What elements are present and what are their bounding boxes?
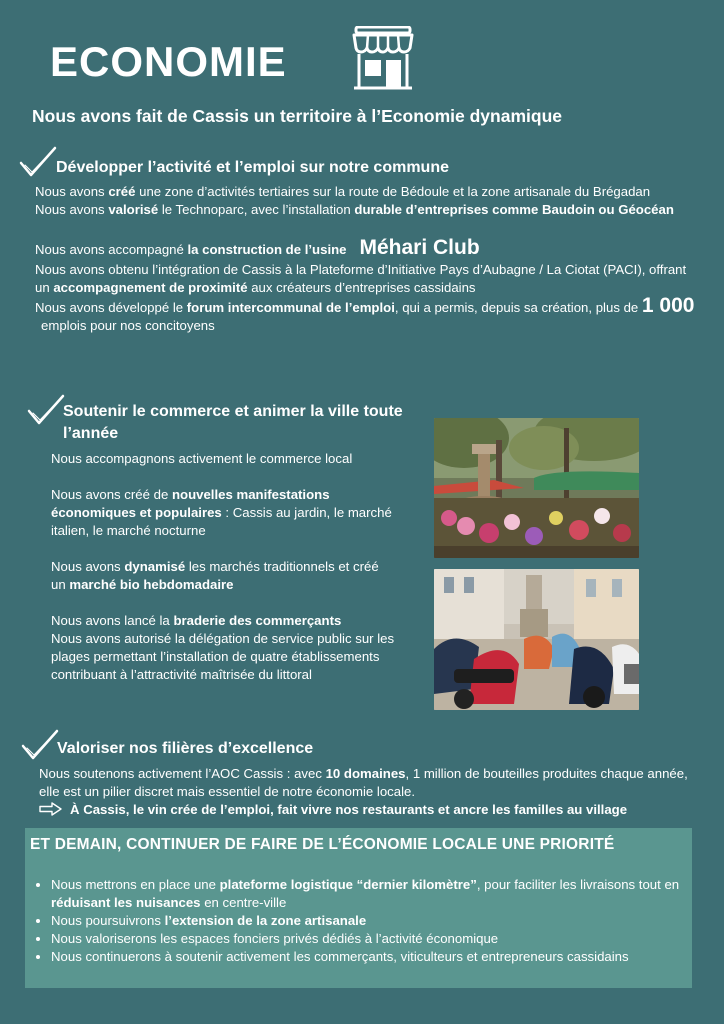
paragraph: Nous avons développé le forum intercommunal de l’emploi, qui a permis, depuis sa création, plus de 1 000 emplois pour nos concitoyens: [35, 294, 695, 333]
paragraph: Nous soutenons activement l’AOC Cassis : avec 10 domaines, 1 million de bouteilles produites chaque année, elle est un pilier discret mais essentiel de notre économie locale.: [39, 766, 688, 799]
paragraph: Nous avons obtenu l’intégration de Cassis à la Plateforme d’Initiative Pays d’Aubagne / La Ciotat (PACI), offrant un accompagnement de proximité aux créateurs d’entreprises cassidains: [35, 262, 687, 295]
paragraph: Nous avons créé une zone d’activités tertiaires sur la route de Bédoule et la zone artisanale du Brégadan: [35, 184, 651, 199]
section-commerce-body: [51, 450, 396, 684]
section-title-activite: Développer l’activité et l’emploi sur notre commune: [56, 159, 449, 176]
section-title-commerce: Soutenir le commerce et animer la ville toute l’année: [63, 403, 403, 442]
list-item: • Nous continuerons à soutenir activement les commerçants, viticulteurs et entrepreneurs cassidains: [51, 948, 701, 966]
checkmark-icon: [26, 394, 66, 426]
paragraph: Nous avons accompagné la construction de l’usine Méhari Club: [35, 236, 480, 259]
section-filieres-body: [39, 765, 699, 801]
checkmark-icon: [18, 146, 58, 178]
scooters-photo: [434, 569, 639, 710]
wine-highlight: À Cassis, le vin crée de l’emploi, fait vivre nos restaurants et ancre les familles au village: [70, 802, 628, 817]
jobs-count: 1 000: [641, 294, 695, 317]
list-item: • Nous mettrons en place une plateforme logistique “dernier kilomètre”, pour faciliter les livraisons tout en réduisant les nuisances en centre-ville: [51, 876, 701, 912]
list-item: • Nous poursuivrons l’extension de la zone artisanale: [51, 912, 701, 930]
future-title: ET DEMAIN, CONTINUER DE FAIRE DE L’ÉCONOMIE LOCALE UNE PRIORITÉ: [30, 836, 615, 853]
paragraph: Nous accompagnons activement le commerce local: [51, 451, 353, 466]
section-activite-body: [35, 183, 695, 335]
shop-icon: [352, 26, 414, 90]
arrow-right-icon: [39, 802, 63, 816]
paragraph: Nous avons autorisé la délégation de service public sur les plages permettant l’installation de quatre établissements contribuant à l’attractivité maîtrisée du littoral: [51, 631, 395, 682]
future-list: [36, 876, 701, 966]
paragraph: Nous avons créé de nouvelles manifestations économiques et populaires : Cassis au jardin, le marché italien, le marché nocturne: [51, 487, 392, 538]
paragraph: Nous avons valorisé le Technoparc, avec l’installation durable d’entreprises comme Baudoin ou Géocéan: [35, 202, 674, 217]
checkmark-icon: [20, 729, 60, 761]
page-title: ECONOMIE: [50, 38, 287, 85]
paragraph: Nous avons lancé la braderie des commerçants: [51, 613, 342, 628]
section-title-filieres: Valoriser nos filières d’excellence: [57, 740, 314, 757]
paragraph: Nous avons dynamisé les marchés traditionnels et créé un marché bio hebdomadaire: [51, 559, 379, 592]
list-item: • Nous valoriserons les espaces fonciers privés dédiés à l’activité économique: [51, 930, 701, 948]
page-subtitle: Nous avons fait de Cassis un territoire à l’Economie dynamique: [32, 106, 562, 126]
market-photo: [434, 418, 639, 558]
mehari-club-brand: Méhari Club: [359, 236, 480, 259]
